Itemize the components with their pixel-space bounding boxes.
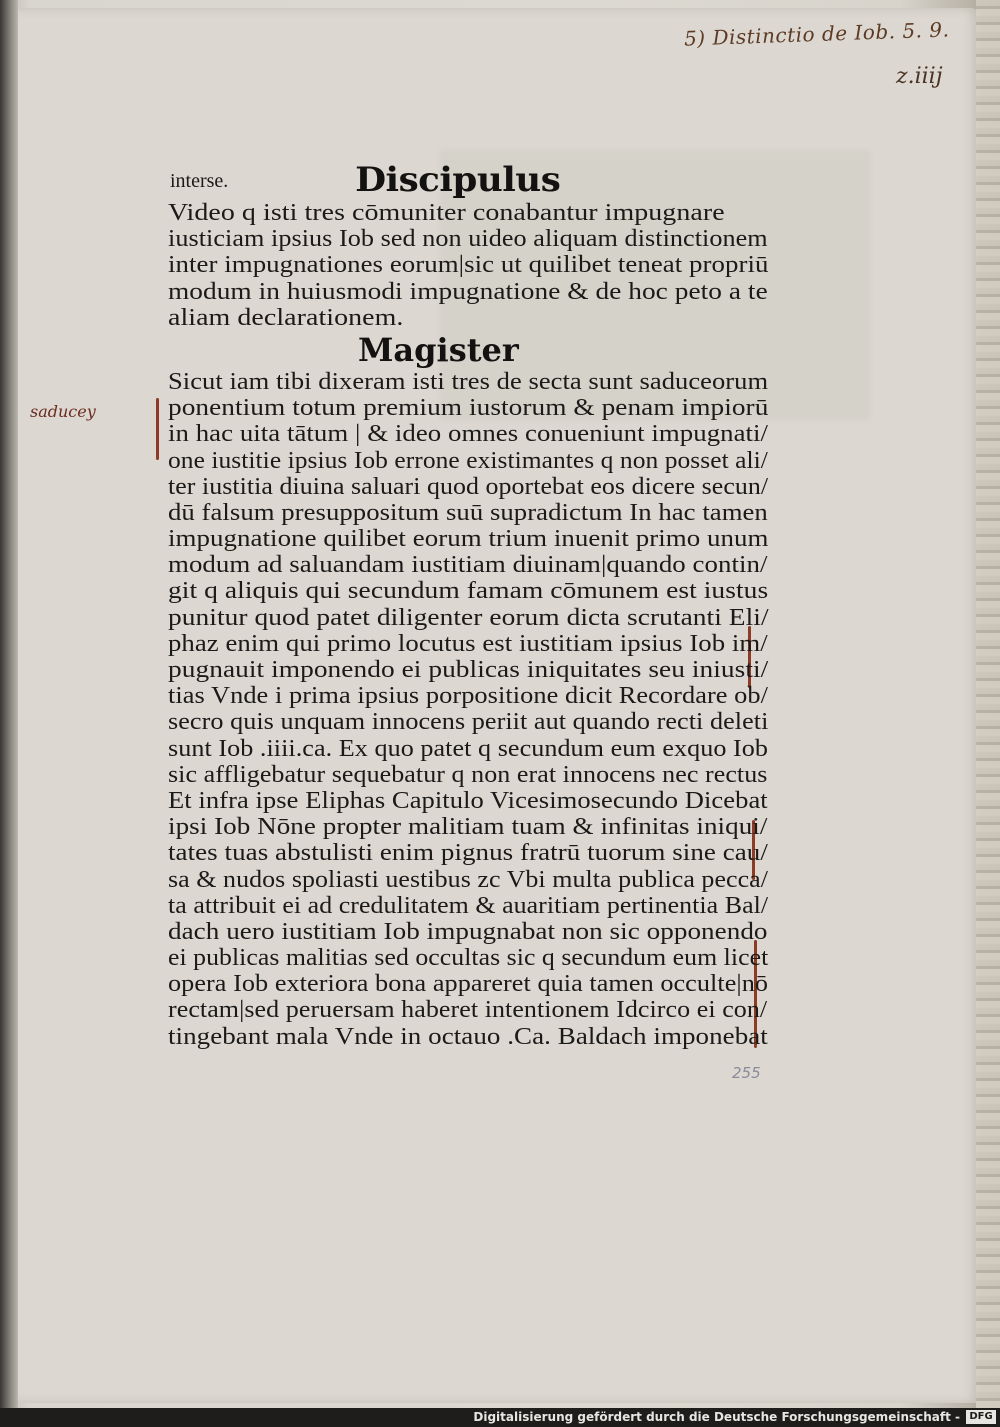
magister-paragraph [168,369,768,1050]
text-line: tates tuas abstulisti enim pignus fratrū tuorum sine cau/ [168,839,768,867]
text-line: secro quis unquam innocens periit aut quando recti deleti [168,708,769,736]
text-line: iusticiam ipsius Iob sed non uideo aliquam distinctionem [168,225,768,253]
text-line: aliam declarationem. [168,303,404,331]
text-line: modum ad saluandam iustitiam diuinam|quando contin/ [168,551,768,579]
text-line: phaz enim qui primo locutus est iustitiam ipsius Iob im/ [168,629,768,657]
text-line: tingebant mala Vnde in octauo .Ca. Baldach imponebat [168,1022,768,1050]
folio-signature: z.iiij [896,64,943,89]
text-line: ei publicas malitias sed occultas sic q secundum eum licet [168,944,769,972]
text-line: modum in huiusmodi impugnatione & de hoc peto a te [168,277,768,305]
text-line: opera Iob exteriora bona appareret quia tamen occulte|nō [168,970,769,998]
discipulus-paragraph [168,200,768,331]
text-line: punitur quod patet diligenter eorum dicta scrutanti Eli/ [168,603,769,631]
text-line: ter iustitia diuina saluari quod oportebat eos dicere secun/ [168,472,769,500]
text-line: sa & nudos spoliasti uestibus zc Vbi multa publica pecca/ [168,865,768,893]
dfg-logo-icon: DFG [966,1410,996,1424]
text-line: Et infra ipse Eliphas Capitulo Vicesimosecundo Dicebat [168,786,768,814]
heading-discipulus: Discipulus [355,160,561,200]
magister-heading-row [168,331,768,369]
text-block [168,160,768,1050]
discipulus-heading-row [168,160,768,200]
top-marginal-note: 5) Distinctio de Iob. 5. 9. [683,17,950,51]
funding-credit: Digitalisierung gefördert durch die Deutsche Forschungsgemeinschaft - [473,1410,960,1424]
text-line: Sicut iam tibi dixeram isti tres de secta sunt saduceorum [168,367,769,395]
text-line: ta attribuit ei ad credulitatem & auaritiam pertinentia Bal/ [168,891,769,919]
margin-bracket-1 [156,398,159,460]
text-line: one iustitie ipsius Iob errone existimantes q non posset ali/ [168,446,768,474]
text-line: inter impugnationes eorum|sic ut quilibet teneat propriū [168,251,769,279]
text-line: Video q isti tres cōmuniter conabantur impugnare [168,199,725,226]
text-line: pugnauit imponendo ei publicas iniquitates seu iniusti/ [168,656,769,683]
text-line: dū falsum presuppositum suū supradictum In hac tamen [168,498,768,526]
binding-gutter [0,0,18,1408]
text-line: tias Vnde i prima ipsius porpositione dicit Recordare ob/ [168,682,769,710]
heading-magister: Magister [358,330,519,369]
text-line: dach uero iustitiam Iob impugnabat non sic opponendo [168,917,768,945]
text-line: in hac uita tātum | & ideo omnes conueniunt impugnati/ [168,420,769,448]
catchword: interse. [170,170,229,192]
text-line: git q aliquis qui secundum famam cōmunem est iustus [168,577,769,605]
text-line: impugnatione quilibet eorum trium inuenit primo unum [168,525,769,553]
text-line: sunt Iob .iiii.ca. Ex quo patet q secundum eum exquo Iob [168,734,769,762]
text-line: sic affligebatur sequebatur q non erat innocens nec rectus [168,760,768,788]
left-marginal-note: saducey [30,402,96,421]
footer-bar [0,1408,1000,1427]
text-line: ponentium totum premium iustorum & penam impiorū [168,394,769,422]
text-line: ipsi Iob Nōne propter malitiam tuam & infinitas iniqui/ [168,813,768,841]
pencil-page-number: 255 [732,1064,761,1082]
page-edge-stack [976,0,1000,1408]
text-line: rectam|sed peruersam haberet intentionem Idcirco ei con/ [168,996,768,1024]
